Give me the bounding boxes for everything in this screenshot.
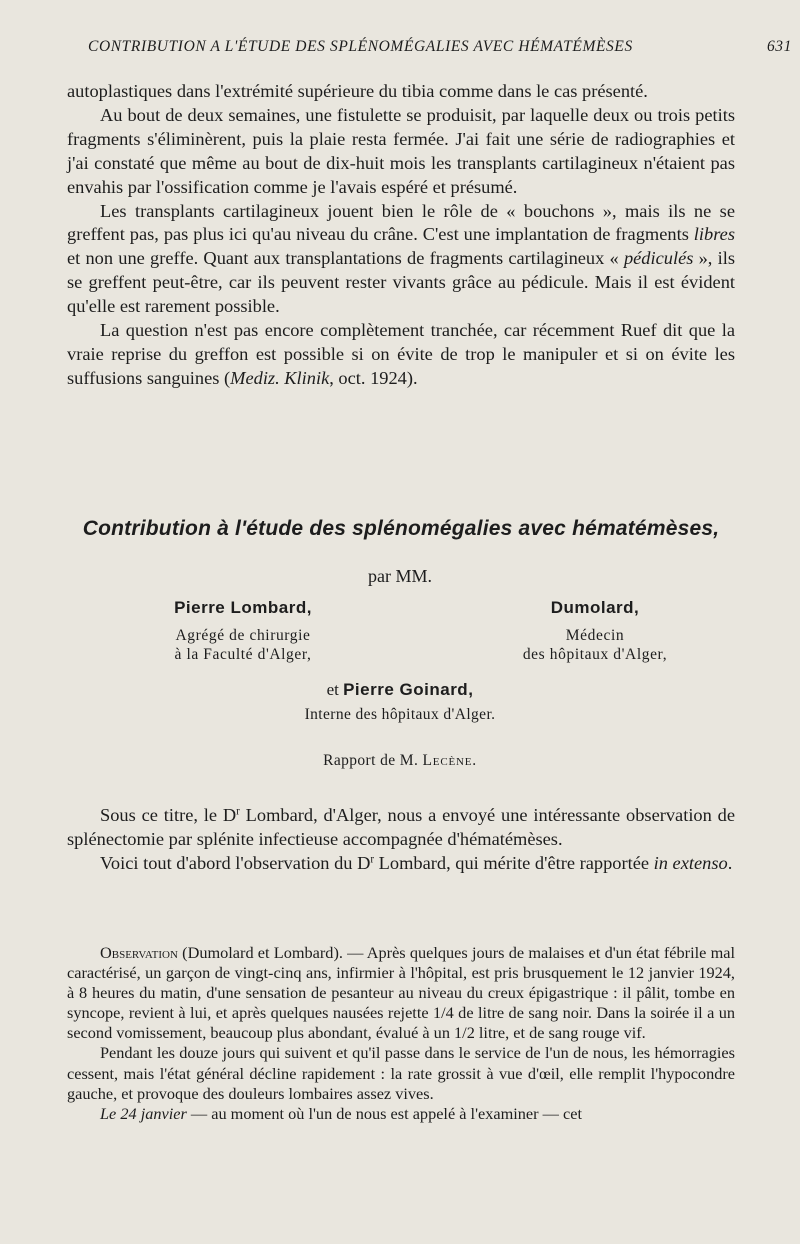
author-affiliation: à la Faculté d'Alger, xyxy=(174,646,312,663)
observation-text xyxy=(67,943,735,1124)
observation-label: Observation xyxy=(100,943,178,962)
continuation-text xyxy=(67,80,735,391)
page-number: 631 xyxy=(766,38,792,55)
paragraph: Pendant les douze jours qui suivent et qu'il passe dans le service de l'un de nous, les hémorragies cessent, mais l'état général décline rapidement : la rate grossit à vue d'œil, elle remplit l'hypocondre gauche, et provoque des douleurs lombaires assez vives. xyxy=(67,1043,735,1103)
paragraph: Sous ce titre, le $D^r$ Lombard, d'Alger, nous a envoyé une intéressante observation de splénectomie par splénite infectieuse accompagnée d'hématémèses. xyxy=(67,805,735,849)
author-affiliation: Interne des hôpitaux d'Alger. xyxy=(304,706,496,723)
article-title: Contribution à l'étude des splénomégalies avec hématémèses, xyxy=(82,517,720,540)
paragraph: Le 24 janvier — au moment où l'un de nous est appelé à l'examiner — cet xyxy=(100,1103,582,1123)
paragraph: Voici tout d'abord l'observation du $D^r$ Lombard, qui mérite d'être rapportée in extenso. xyxy=(100,852,733,873)
author-affiliation: Médecin xyxy=(565,627,625,644)
paragraph: Au bout de deux semaines, une fistulette se produisit, par laquelle deux ou trois petits fragments s'éliminèrent, puis la plaie resta fermée. J'ai fait une série de radiographies et j'ai constaté que même au bout de dix-huit mois les transplants cartilagineux n'étaient pas envahis par l'ossification comme je l'avais espéré et présumé. xyxy=(67,104,735,197)
author-affiliation: des hôpitaux d'Alger, xyxy=(522,646,668,663)
running-title: CONTRIBUTION A L'ÉTUDE DES SPLÉNOMÉGALIES AVEC HÉMATÉMÈSES xyxy=(88,38,633,55)
intro-text xyxy=(67,804,735,876)
paragraph: Les transplants cartilagineux jouent bien le rôle de « bouchons », mais ils ne se greffent pas, pas plus ici qu'au niveau du crâne. C'est une implantation de fragments libres et non une greffe. Quant aux transplantations de fragments cartilagineux « pédiculés », ils se greffent peut-être, car ils peuvent rester vivants grâce au pédicule. Mais il est évident qu'elle est rarement possible. xyxy=(67,200,735,317)
rapport-line: Rapport de M. Lecène. xyxy=(323,752,477,769)
author-lombard xyxy=(118,598,368,664)
author-goinard xyxy=(0,680,800,724)
paragraph: Observation (Dumolard et Lombard). — Après quelques jours de malaises et d'un état fébrile mal caractérisé, un garçon de vingt-cinq ans, infirmier à l'hôpital, est pris brusquement le 12 janvier 1924, à 8 heures du matin, d'une sensation de pesanteur au niveau du creux épigastrique : il pâlit, tombe en syncope, revient à lui, et après quelques nausées rejette 1/4 de litre de sang noir. Dans la soirée il a un second vomissement, beaucoup plus abondant, évalué à un 1/2 litre, et de sang rouge vif. xyxy=(67,943,735,1043)
paragraph: La question n'est pas encore complètement tranchée, car récemment Ruef dit que la vraie reprise du greffon est possible si on évite de trop le manipuler et si on évite les suffusions sanguines (Mediz. Klinik, oct. 1924). xyxy=(67,320,735,388)
author-name: Pierre Lombard, xyxy=(174,598,312,617)
author-name: Dumolard, xyxy=(550,598,640,617)
byline-par: par MM. xyxy=(368,566,432,586)
author-dumolard xyxy=(470,598,720,664)
author-name: et Pierre Goinard, xyxy=(326,680,474,699)
paragraph: autoplastiques dans l'extrémité supérieure du tibia comme dans le cas présenté. xyxy=(67,81,648,101)
author-affiliation: Agrégé de chirurgie xyxy=(175,627,311,644)
